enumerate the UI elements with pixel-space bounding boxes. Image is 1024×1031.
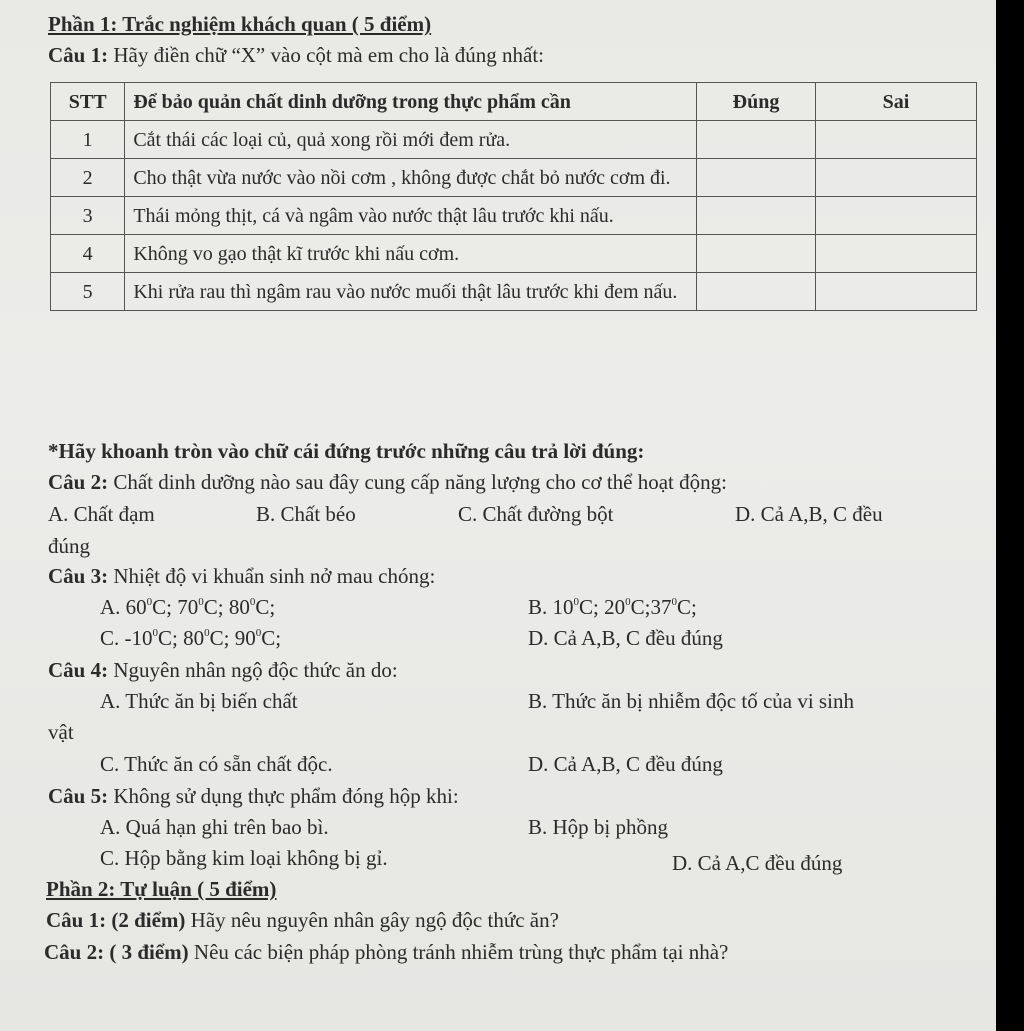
temp-value: C; 90 <box>209 626 256 650</box>
answer-cell-sai[interactable] <box>816 159 977 197</box>
part1-question1 <box>48 45 544 66</box>
question-label: Câu 5: <box>48 784 109 808</box>
degree-mark: 0 <box>198 596 204 608</box>
answer-cell-sai[interactable] <box>816 121 977 159</box>
part2-question2 <box>44 942 728 963</box>
q5-option-a[interactable]: A. Quá hạn ghi trên bao bì. <box>100 815 329 839</box>
question-3 <box>48 566 435 587</box>
degree-mark: 0 <box>146 596 153 608</box>
question-label: Câu 3: <box>48 564 109 588</box>
temp-value: C; 80 <box>203 595 250 619</box>
temp-value: C; 70 <box>152 595 199 619</box>
option-letter: A. <box>100 595 121 619</box>
header-dung: Đúng <box>696 83 815 121</box>
answer-cell-dung[interactable] <box>696 159 815 197</box>
part2-title: Phần 2: Tự luận ( 5 điểm) <box>46 877 277 901</box>
degree-mark: 0 <box>249 596 256 608</box>
question-label: Câu 4: <box>48 658 109 682</box>
instruction: *Hãy khoanh tròn vào chữ cái đứng trước những câu trả lời đúng: <box>48 439 645 463</box>
answer-cell-dung[interactable] <box>696 235 815 273</box>
temp-value: C; <box>676 595 697 619</box>
q4-option-b-continued: vật <box>48 720 74 744</box>
q2-option-c[interactable]: C. Chất đường bột <box>458 502 614 526</box>
row-text: Khi rửa rau thì ngâm rau vào nước muối thật lâu trước khi đem nấu. <box>125 273 697 311</box>
question-label: Câu 2: ( 3 điểm) <box>44 940 189 964</box>
table-row <box>51 159 977 197</box>
header-stt: STT <box>51 83 125 121</box>
part1-title: Phần 1: Trắc nghiệm khách quan ( 5 điểm) <box>48 12 432 36</box>
degree-mark: 0 <box>152 627 159 639</box>
degree-mark: 0 <box>255 627 262 639</box>
q5-option-b[interactable]: B. Hộp bị phồng <box>528 815 669 839</box>
question-text: Hãy điền chữ “X” vào cột mà em cho là đúng nhất: <box>113 43 544 67</box>
temp-value: -10 <box>124 626 153 650</box>
answer-cell-dung[interactable] <box>696 197 815 235</box>
row-stt: 1 <box>51 121 125 159</box>
true-false-table <box>50 82 977 311</box>
right-black-edge <box>996 0 1024 1031</box>
q5-option-c[interactable]: C. Hộp bằng kim loại không bị gỉ. <box>100 846 388 870</box>
row-text: Cắt thái các loại củ, quả xong rồi mới đem rửa. <box>125 121 697 159</box>
q5-option-d[interactable]: D. Cả A,C đều đúng <box>672 851 843 875</box>
q3-option-d[interactable]: D. Cả A,B, C đều đúng <box>528 626 723 650</box>
q3-option-b[interactable] <box>528 597 697 618</box>
q3-option-a[interactable] <box>100 597 275 618</box>
question-text: Nêu các biện pháp phòng tránh nhiễm trùng thực phẩm tại nhà? <box>193 940 729 964</box>
row-text: Cho thật vừa nước vào nồi cơm , không được chắt bỏ nước cơm đi. <box>125 159 697 197</box>
question-4 <box>48 660 398 681</box>
header-sai: Sai <box>816 83 977 121</box>
question-text: Hãy nêu nguyên nhân gây ngộ độc thức ăn? <box>190 908 559 932</box>
answer-cell-sai[interactable] <box>816 235 977 273</box>
table-row <box>51 121 977 159</box>
row-stt: 2 <box>51 159 125 197</box>
degree-mark: 0 <box>671 596 677 608</box>
q4-option-b[interactable]: B. Thức ăn bị nhiễm độc tố của vi sinh <box>528 689 854 713</box>
question-text: Không sử dụng thực phẩm đóng hộp khi: <box>113 784 459 808</box>
question-text: Nhiệt độ vi khuẩn sinh nở mau chóng: <box>113 564 436 588</box>
option-letter: C. <box>100 626 120 650</box>
q4-option-d[interactable]: D. Cả A,B, C đều đúng <box>528 752 723 776</box>
q2-option-b[interactable]: B. Chất béo <box>256 502 356 526</box>
q2-option-d[interactable]: D. Cả A,B, C đều <box>735 502 883 526</box>
q2-option-a[interactable]: A. Chất đạm <box>48 502 155 526</box>
answer-cell-sai[interactable] <box>816 273 977 311</box>
temp-value: C;37 <box>630 595 672 619</box>
table-row <box>51 273 977 311</box>
table-row <box>51 235 977 273</box>
temp-value: C; 20 <box>579 595 626 619</box>
question-text: Nguyên nhân ngộ độc thức ăn do: <box>113 658 398 682</box>
degree-mark: 0 <box>204 627 210 639</box>
degree-mark: 0 <box>625 596 631 608</box>
part2-question1 <box>46 910 559 931</box>
temp-value: C; <box>261 626 282 650</box>
answer-cell-dung[interactable] <box>696 121 815 159</box>
row-text: Thái mỏng thịt, cá và ngâm vào nước thật lâu trước khi nấu. <box>125 197 697 235</box>
answer-cell-dung[interactable] <box>696 273 815 311</box>
q4-option-a[interactable]: A. Thức ăn bị biến chất <box>100 689 298 713</box>
question-label: Câu 2: <box>48 470 109 494</box>
header-content: Để bảo quản chất dinh dưỡng trong thực phẩm cần <box>125 83 697 121</box>
option-letter: B. <box>528 595 548 619</box>
question-label: Câu 1: <box>48 43 109 67</box>
question-5 <box>48 786 459 807</box>
table-header-row <box>51 83 977 121</box>
answer-cell-sai[interactable] <box>816 197 977 235</box>
q2-option-d-continued: đúng <box>48 534 90 558</box>
degree-mark: 0 <box>573 596 580 608</box>
table-row <box>51 197 977 235</box>
q3-option-c[interactable] <box>100 628 281 649</box>
question-text: Chất dinh dưỡng nào sau đây cung cấp năng lượng cho cơ thể hoạt động: <box>113 470 727 494</box>
row-text: Không vo gạo thật kĩ trước khi nấu cơm. <box>125 235 697 273</box>
q4-option-c[interactable]: C. Thức ăn có sẵn chất độc. <box>100 752 333 776</box>
row-stt: 4 <box>51 235 125 273</box>
question-2 <box>48 472 727 493</box>
temp-value: C; <box>255 595 276 619</box>
temp-value: 10 <box>552 595 574 619</box>
row-stt: 5 <box>51 273 125 311</box>
temp-value: C; 80 <box>158 626 205 650</box>
temp-value: 60 <box>125 595 147 619</box>
row-stt: 3 <box>51 197 125 235</box>
question-label: Câu 1: (2 điểm) <box>46 908 186 932</box>
